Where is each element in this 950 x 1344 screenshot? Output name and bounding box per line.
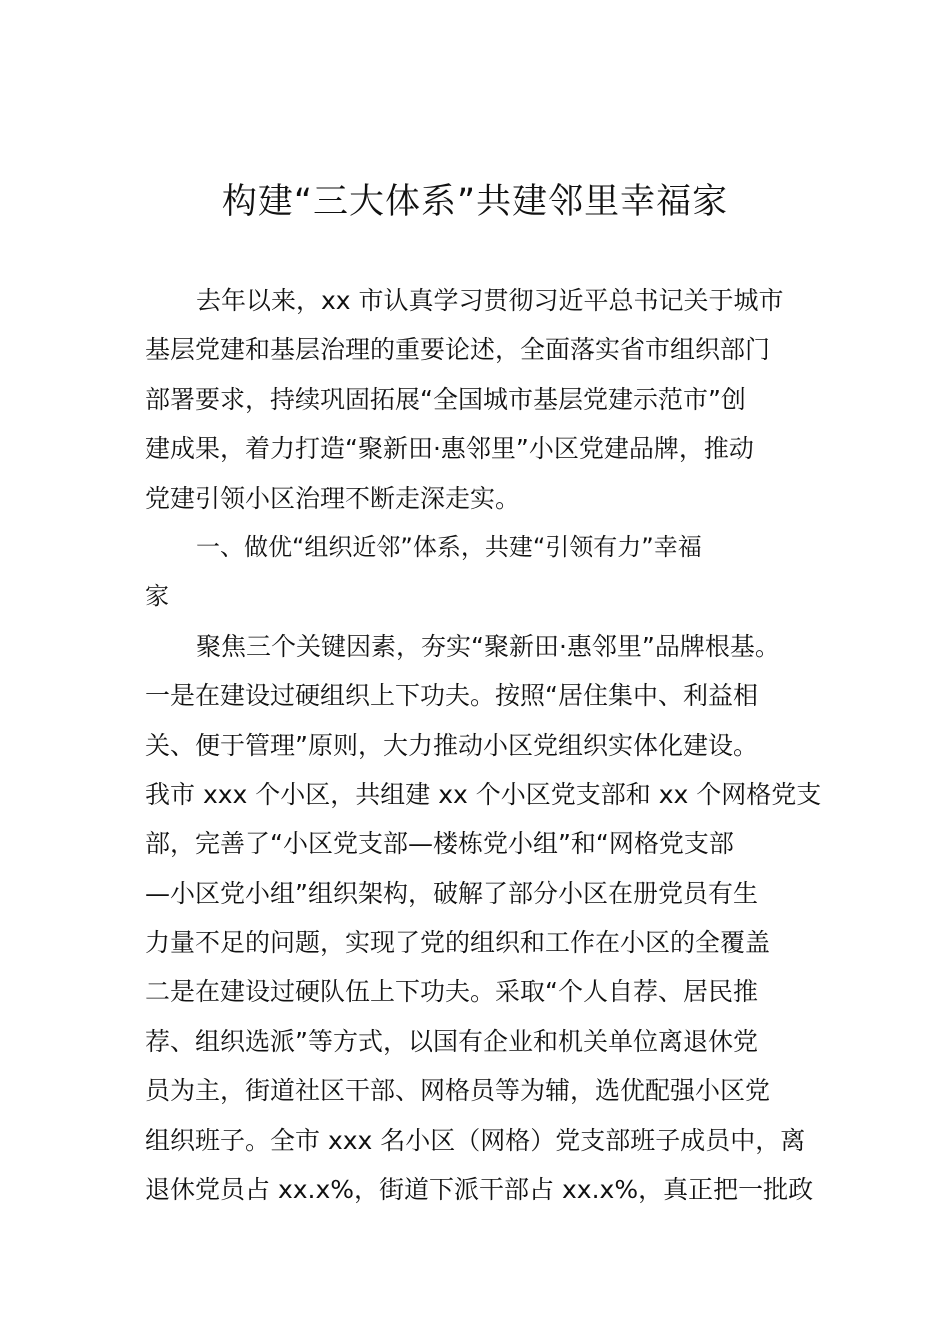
paragraph-line: 组织班子。全市 xxx 名小区（网格）党支部班子成员中，离 bbox=[145, 1125, 806, 1155]
paragraph-line: 建成果，着力打造“聚新田·惠邻里”小区党建品牌，推动 bbox=[145, 434, 754, 464]
paragraph-line: 部，完善了“小区党支部—楼栋党小组”和“网格党支部 bbox=[145, 829, 734, 859]
paragraph-line: 一是在建设过硬组织上下功夫。按照“居住集中、利益相 bbox=[145, 681, 758, 711]
paragraph-line: 荐、组织选派”等方式，以国有企业和机关单位离退休党 bbox=[145, 1026, 758, 1056]
paragraph-line: 聚焦三个关键因素，夯实“聚新田·惠邻里”品牌根基。 bbox=[196, 631, 780, 661]
document-title: 构建“三大体系”共建邻里幸福家 bbox=[221, 182, 729, 222]
paragraph-line: 基层党建和基层治理的重要论述，全面落实省市组织部门 bbox=[145, 335, 771, 365]
paragraph-line: 我市 xxx 个小区，共组建 xx 个小区党支部和 xx 个网格党支 bbox=[145, 779, 822, 809]
paragraph-line: 部署要求，持续巩固拓展“全国城市基层党建示范市”创 bbox=[145, 384, 746, 414]
paragraph-line: 力量不足的问题，实现了党的组织和工作在小区的全覆盖 bbox=[145, 928, 771, 958]
paragraph-line: 党建引领小区治理不断走深走实。 bbox=[145, 483, 521, 513]
paragraph-line: 去年以来，xx 市认真学习贯彻习近平总书记关于城市 bbox=[196, 286, 784, 315]
section-heading-line: 家 bbox=[145, 582, 169, 611]
document-body bbox=[145, 276, 825, 1214]
paragraph-line: —小区党小组”组织架构，破解了部分小区在册党员有生 bbox=[145, 878, 758, 908]
paragraph-line: 二是在建设过硬队伍上下功夫。采取“个人自荐、居民推 bbox=[145, 977, 758, 1007]
paragraph-line: 退休党员占 xx.x%，街道下派干部占 xx.x%，真正把一批政 bbox=[145, 1175, 814, 1205]
paragraph-line: 员为主，街道社区干部、网格员等为辅，选优配强小区党 bbox=[145, 1076, 771, 1106]
section-heading-line: 一、做优“组织近邻”体系，共建“引领有力”幸福 bbox=[196, 532, 702, 561]
paragraph-line: 关、便于管理”原则，大力推动小区党组织实体化建设。 bbox=[145, 730, 758, 760]
